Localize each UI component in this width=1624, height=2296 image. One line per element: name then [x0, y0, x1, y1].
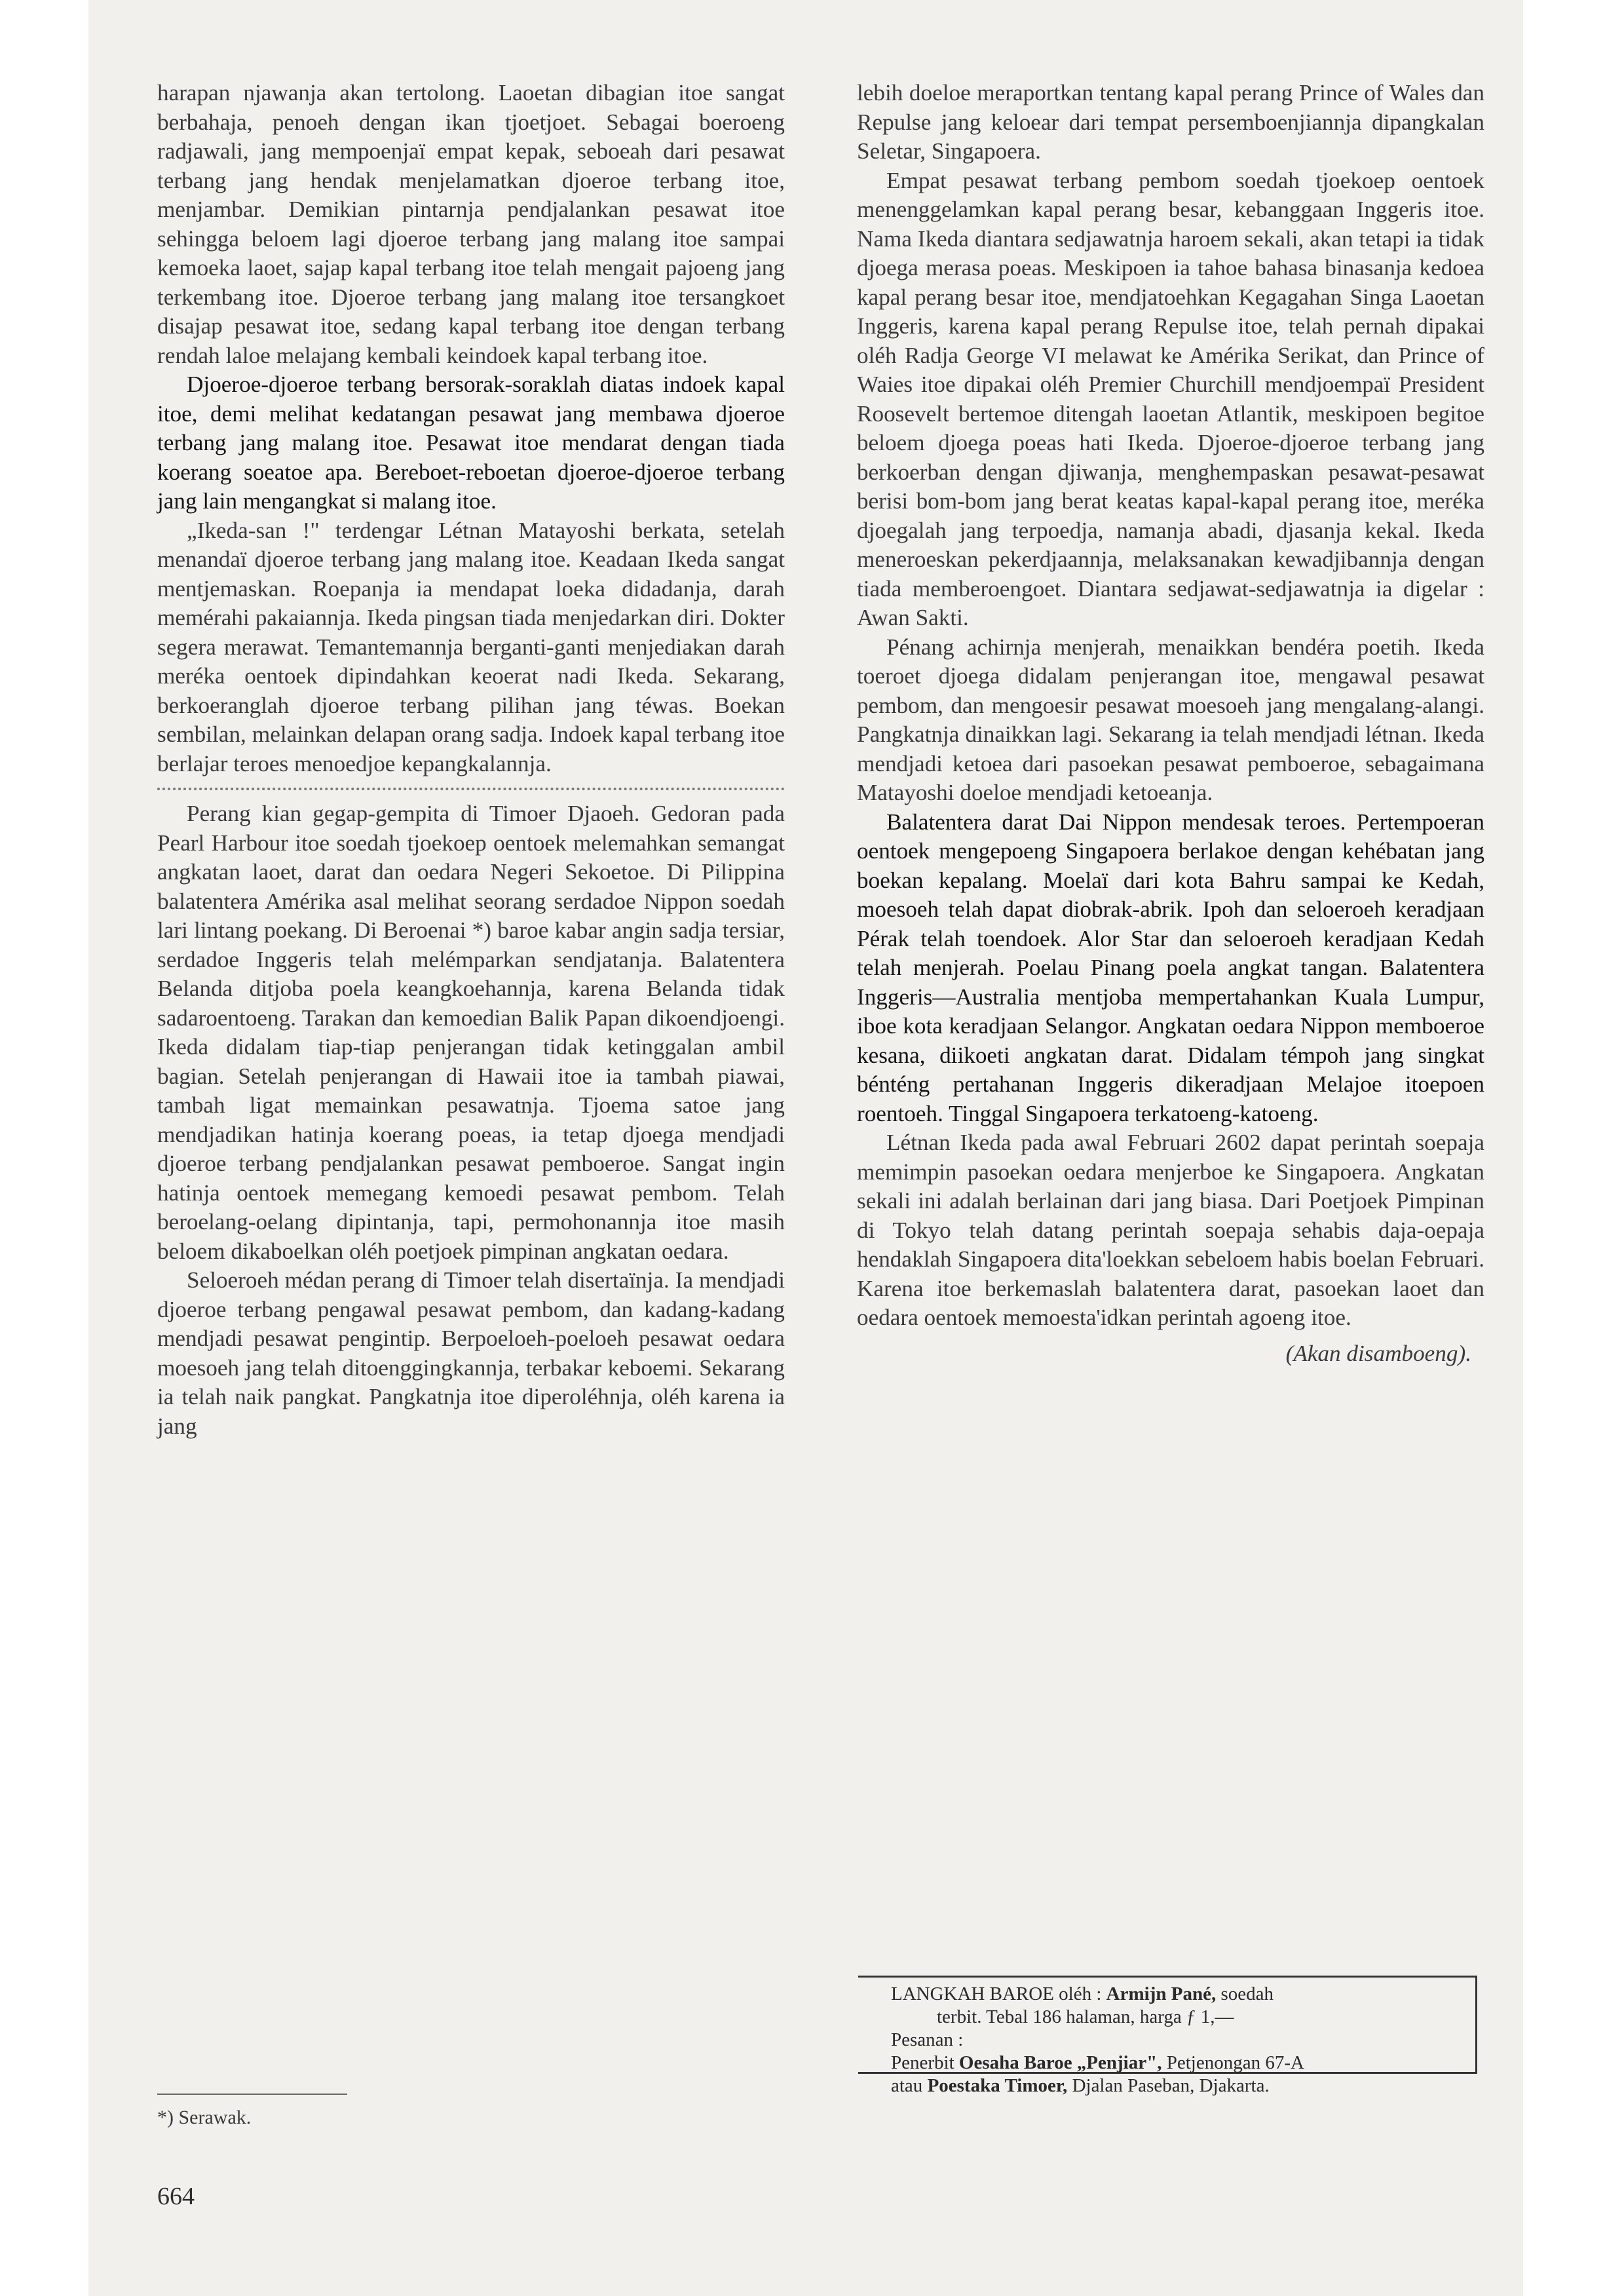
paragraph: Pénang achirnja menjerah, menaikkan bendéra poetih. Ikeda toeroet djoega didalam penjerangan itoe, mengawal pesawat pembom, dan mengoesir pesawat moesoeh jang mengalang-alangi. Pangkatnja dinaikkan lagi. Sekarang ia telah mendjadi létnan. Ikeda mendjadi ketoea dari pasoekan pesawat pemboeroe, sebagaimana Matayoshi doeloe mendjadi ketoeanja.	[857, 634, 1484, 805]
section-separator	[157, 788, 785, 790]
paragraph: Seloeroeh médan perang di Timoer telah disertaïnja. Ia mendjadi djoeroe terbang pengawal pesawat pembom, dan kadang-kadang mendjadi pesawat pengintip. Berpoeloeh-poeloeh pesawat oedara moesoeh jang telah ditoenggingkannja, terbakar keboemi. Sekarang ia telah naik pangkat. Pangkatnja itoe diperoléhnja, oléh karena ia jang	[157, 1267, 785, 1439]
page-number: 664	[157, 2183, 195, 2210]
ad-or: atau	[891, 2075, 923, 2096]
ad-book-title: LANGKAH BAROE	[891, 1983, 1054, 2004]
ad-line-2: terbit. Tebal 186 halaman, harga ƒ 1,—	[937, 2006, 1234, 2027]
ad-by: oléh :	[1059, 1983, 1102, 2004]
ad-publisher-2-address: Djalan Paseban, Djakarta.	[1072, 2075, 1270, 2096]
paragraph: Empat pesawat terbang pembom soedah tjoekoep oentoek menenggelamkan kapal perang besar, kebanggaan Inggeris itoe. Nama Ikeda diantara sedjawatnja haroem sekali, akan tetapi ia tidak djoega merasa poeas. Meskipoen ia tahoe bahasa binasanja kedoea kapal perang besar itoe, mendjatoehkan Kegagahan Singa Laoetan Inggeris, karena kapal perang Repulse itoe, telah pernah dipakai oléh Radja George VI melawat ke Amérika Serikat, dan Prince of Waies itoe dipakai oléh Premier Churchill mendjoempaï President Roosevelt bertemoe ditengah laoetan Atlantik, meskipoen begitoe beloem djoega poeas hati Ikeda. Djoeroe-djoeroe terbang jang berkoerban dengan djiwanja, menghempaskan pesawat-pesawat berisi bom-bom jang berat keatas kapal-kapal perang itoe, meréka djoegalah jang terpoedja, namanja abadi, djasanja kekal. Ikeda meneroeskan pekerdjaannja, melaksanakan kewadjibannja dengan tiada memberoengoet. Diantara sedjawat-sedjawatnja ia digelar : Awan Sakti.	[857, 167, 1484, 630]
ad-line-5	[891, 2075, 1466, 2097]
ad-line-1	[891, 1983, 1466, 2006]
continuation-note: (Akan disamboeng).	[1285, 1340, 1471, 1366]
left-column	[157, 79, 785, 1441]
ad-line-1-rest: soedah	[1220, 1983, 1274, 2004]
ad-author: Armijn Pané,	[1106, 1983, 1217, 2004]
paragraph: Létnan Ikeda pada awal Februari 2602 dapat perintah soepaja memimpin pasoekan oedara menjerboe ke Singapoera. Angkatan sekali ini adalah berlainan dari jang biasa. Dari Poetjoek Pimpinan di Tokyo telah datang perintah soepaja sehabis daja-oepaja hendaklah Singapoera dita'loekkan sebeloem habis boelan Februari. Karena itoe berkemaslah balatentera darat, pasoekan laoet dan oedara oentoek memoesta'idkan perintah agoeng itoe.	[857, 1130, 1484, 1330]
ad-publisher-1: Oesaha Baroe „Penjiar",	[958, 2052, 1162, 2073]
paragraph: Balatentera darat Dai Nippon mendesak teroes. Pertempoeran oentoek mengepoeng Singapoera berlakoe dengan kehébatan jang boekan kepalang. Moelaï dari kota Bahru sampai ke Kedah, moesoeh telah dapat diobrak-abrik. Ipoh dan seloeroeh keradjaan Pérak telah toendoek. Alor Star dan seloeroeh keradjaan Kedah telah menjerah. Poelau Pinang poela angkat tangan. Balatentera Inggeris—Australia mentjoba mempertahankan Kuala Lumpur, iboe kota keradjaan Selangor. Angkatan oedara Nippon memboeroe kesana, diikoeti angkatan darat. Didalam témpoh jang singkat bénténg pertahanan Inggeris dikeradjaan Melajoe itoepoen roentoeh. Tinggal Singapoera terkatoeng-katoeng.	[857, 809, 1484, 1126]
ad-publisher-1-address: Petjenongan 67-A	[1166, 2052, 1304, 2073]
paragraph: „Ikeda-san !" terdengar Létnan Matayoshi berkata, setelah menandaï djoeroe terbang jang malang itoe. Keadaan Ikeda sangat mentjemaskan. Roepanja ia mendapat loeka didadanja, darah memérahi pakaiannja. Ikeda pingsan tiada menjedarkan diri. Dokter segera merawat. Temantemannja berganti-ganti menjediakan darah meréka oentoek dipindahkan keoerat nadi Ikeda. Sekarang, berkoeranglah djoeroe terbang pilihan jang téwas. Boekan sembilan, melainkan delapan orang sadja. Indoek kapal terbang itoe berlajar teroes menoedjoe kepangkalannja.	[157, 517, 785, 776]
book-advertisement	[858, 1976, 1477, 2096]
ad-line-4	[891, 2052, 1466, 2075]
paragraph: lebih doeloe meraportkan tentang kapal perang Prince of Wales dan Repulse jang keloear dari tempat persemboenjiannja dipangkalan Seletar, Singapoera.	[857, 80, 1484, 164]
paragraph: Perang kian gegap-gempita di Timoer Djaoeh. Gedoran pada Pearl Harbour itoe soedah tjoekoep oentoek melemahkan semangat angkatan laoet, darat dan oedara Negeri Sekoetoe. Di Pilippina balatentera Amérika asal melihat seorang serdadoe Nippon soedah lari lintang poekang. Di Beroenai *) baroe kabar angin sadja tersiar, serdadoe Inggeris telah melémparkan sendjatanja. Balatentera Belanda ditjoba poela keangkoehannja, karena Belanda tidak sadaroentoeng. Tarakan dan kemoedian Balik Papan dikoendjoengi. Ikeda didalam tiap-tiap penjerangan tidak ketinggalan ambil bagian. Setelah penjerangan di Hawaii itoe ia tambah piawai, tambah ligat memainkan pesawatnja. Tjoema satoe jang mendjadikan hatinja koerang poeas, ia tetap djoega mendjadi djoeroe terbang pendjalankan pesawat pemboeroe. Sangat ingin hatinja oentoek memegang kemoedi pesawat pembom. Telah beroelang-oelang dipintanja, tapi, permohonannja itoe masih beloem dikaboelkan oléh poetjoek pimpinan angkatan oedara.	[157, 801, 785, 1264]
paragraph: Djoeroe-djoeroe terbang bersorak-soraklah diatas indoek kapal itoe, demi melihat kedatangan pesawat jang membawa djoeroe terbang jang malang itoe. Pesawat itoe mendarat dengan tiada koerang soeatoe apa. Bereboet-reboetan djoeroe-djoeroe terbang jang lain mengangkat si malang itoe.	[157, 372, 785, 514]
footnote: *) Serawak.	[157, 2107, 252, 2128]
ad-publisher-prefix: Penerbit	[891, 2052, 954, 2073]
right-column	[857, 79, 1484, 1368]
ad-publisher-2: Poestaka Timoer,	[927, 2075, 1068, 2096]
paragraph: harapan njawanja akan tertolong. Laoetan dibagian itoe sangat berbahaja, penoeh dengan ikan tjoetjoet. Sebagai boeroeng radjawali, jang mempoenjaï empat kepak, seboeah dari pesawat terbang jang hendak menjelamatkan djoeroe terbang itoe, menjambar. Demikian pintarnja pendjalankan pesawat itoe sehingga beloem lagi djoeroe terbang jang malang itoe sampai kemoeka laoet, sajap kapal terbang itoe telah mengait pajoeng jang terkembang itoe. Djoeroe terbang jang malang itoe tersangkoet disajap pesawat itoe, sedang kapal terbang itoe dengan terbang rendah laloe melajang kembali keindoek kapal terbang itoe.	[157, 80, 785, 368]
footnote-rule	[157, 2094, 347, 2095]
ad-line-3: Pesanan :	[891, 2029, 964, 2050]
